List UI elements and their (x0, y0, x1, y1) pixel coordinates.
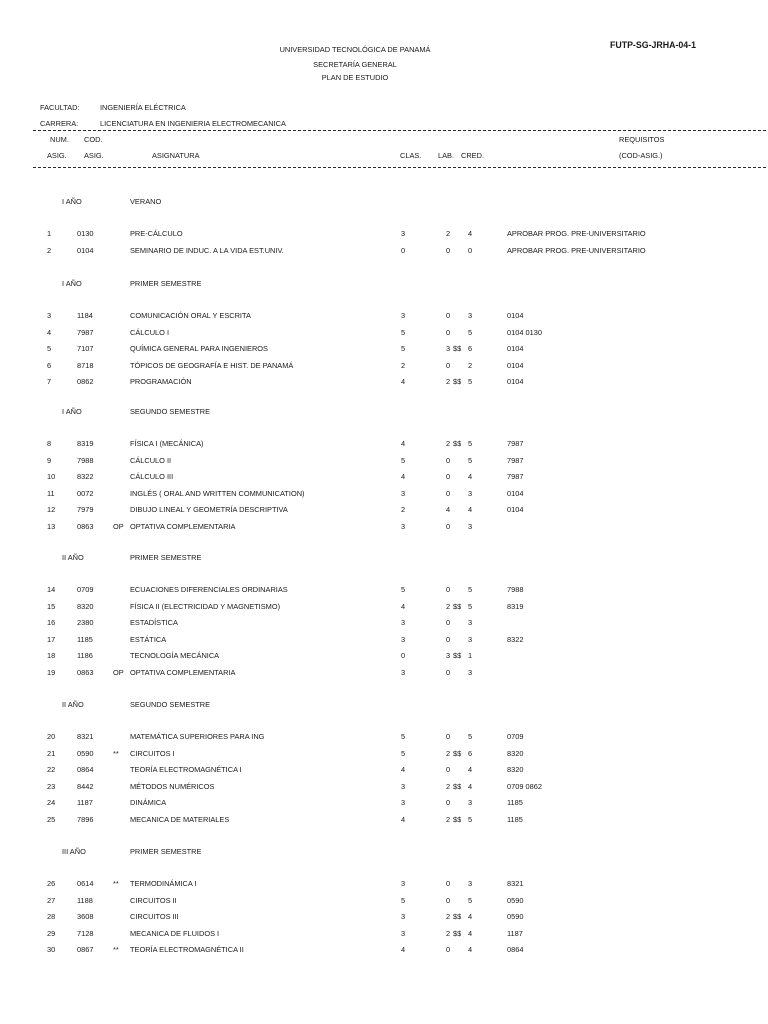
course-code: 7896 (77, 815, 94, 824)
class-hours: 5 (401, 344, 406, 354)
requisites: 1187 (507, 928, 523, 938)
class-hours: 3 (401, 618, 406, 628)
requisites: 7987 (507, 472, 524, 482)
col-cred-header: CRED. (461, 151, 484, 160)
course-number: 22 (47, 765, 56, 775)
section-header (0, 198, 768, 208)
table-row (0, 440, 768, 450)
faculty-value: INGENIERÍA ELÉCTRICA (100, 103, 186, 112)
course-name: CIRCUITOS I (130, 748, 175, 758)
lab-marker: $$ (453, 651, 462, 661)
credits: 5 (468, 815, 473, 824)
course-number: 27 (47, 895, 56, 905)
section-term: PRIMER SEMESTRE (130, 553, 202, 562)
course-code: 1184 (77, 311, 93, 320)
course-flag: ** (113, 945, 119, 955)
course-code: 1188 (77, 895, 93, 905)
course-number: 12 (47, 505, 56, 515)
credits: 3 (468, 879, 473, 888)
course-number: 24 (47, 798, 56, 808)
section-year: I AÑO (62, 279, 82, 288)
class-hours: 3 (401, 879, 406, 888)
requisites: 0590 (507, 912, 524, 922)
lab-hours: 0 (446, 522, 451, 531)
class-hours: 5 (401, 748, 406, 758)
class-hours: 0 (401, 245, 406, 255)
class-hours: 3 (401, 311, 406, 320)
course-code: 8320 (77, 601, 94, 611)
table-row (0, 897, 768, 907)
course-number: 3 (47, 311, 52, 320)
course-name: ESTÁTICA (130, 634, 167, 644)
course-code: 0864 (77, 765, 94, 775)
table-row (0, 230, 768, 240)
col-num-subheader: ASIG. (47, 151, 67, 160)
course-name: TEORÍA ELECTROMAGNÉTICA II (130, 945, 244, 955)
lab-hours: 0 (446, 245, 451, 255)
section-term: PRIMER SEMESTRE (130, 847, 202, 856)
class-hours: 5 (401, 895, 406, 905)
lab-hours: 2 (446, 912, 451, 922)
course-name: TÓPICOS DE GEOGRAFÍA E HIST. DE PANAMÁ (130, 360, 294, 370)
course-name: CIRCUITOS II (130, 895, 177, 905)
course-code: 0863 (77, 522, 94, 531)
table-row (0, 733, 768, 743)
credits: 4 (468, 781, 473, 791)
requisites: 8322 (507, 634, 524, 644)
class-hours: 4 (401, 439, 406, 448)
table-row (0, 329, 768, 339)
credits: 5 (468, 439, 473, 448)
class-hours: 4 (401, 945, 406, 955)
class-hours: 3 (401, 781, 406, 791)
course-number: 11 (47, 488, 55, 498)
class-hours: 3 (401, 229, 406, 238)
table-row (0, 362, 768, 372)
course-name: CÁLCULO III (130, 472, 174, 482)
course-flag: ** (113, 748, 119, 758)
requisites: 7987 (507, 439, 524, 448)
lab-marker: $$ (453, 748, 462, 758)
lab-hours: 0 (446, 472, 451, 482)
course-number: 19 (47, 668, 56, 677)
course-name: INGLÉS ( ORAL AND WRITTEN COMMUNICATION) (130, 488, 305, 498)
course-code: 7107 (77, 344, 94, 354)
course-name: MECANICA DE FLUIDOS I (130, 928, 220, 938)
lab-marker: $$ (453, 377, 462, 387)
requisites: 8319 (507, 601, 524, 611)
class-hours: 4 (401, 815, 406, 824)
course-name: OPTATIVA COMPLEMENTARIA (130, 522, 236, 531)
faculty-label: FACULTAD: (40, 103, 80, 112)
credits: 6 (468, 344, 473, 354)
credits: 5 (468, 601, 473, 611)
table-row (0, 946, 768, 956)
course-name: CIRCUITOS III (130, 912, 179, 922)
credits: 4 (468, 912, 473, 922)
course-name: CÁLCULO II (130, 455, 172, 465)
course-code: 1187 (77, 798, 93, 808)
document-title: PLAN DE ESTUDIO (321, 73, 389, 82)
section-year: I AÑO (62, 197, 82, 206)
course-name: ESTADÍSTICA (130, 618, 178, 628)
lab-hours: 4 (446, 505, 451, 515)
course-name: OPTATIVA COMPLEMENTARIA (130, 668, 236, 677)
university-name: UNIVERSIDAD TECNOLÓGICA DE PANAMÁ (279, 45, 431, 54)
form-code: FUTP-SG-JRHA-04-1 (609, 40, 696, 50)
career-label: CARRERA: (40, 119, 79, 128)
table-row (0, 523, 768, 533)
lab-hours: 0 (446, 798, 451, 808)
course-code: 0862 (77, 377, 94, 387)
requisites: 8321 (507, 879, 524, 888)
course-name: MÉTODOS NUMÉRICOS (130, 781, 215, 791)
col-subject-header: ASIGNATURA (152, 151, 200, 160)
class-hours: 3 (401, 912, 406, 922)
course-code: 7988 (77, 455, 94, 465)
course-code: 7979 (77, 505, 94, 515)
section-term: VERANO (130, 197, 162, 206)
course-code: 8442 (77, 781, 94, 791)
credits: 3 (468, 488, 473, 498)
section-term: SEGUNDO SEMESTRE (130, 700, 211, 709)
course-code: 0590 (77, 748, 94, 758)
lab-marker: $$ (453, 912, 462, 922)
credits: 5 (468, 585, 473, 594)
lab-hours: 0 (446, 879, 451, 888)
lab-hours: 0 (446, 327, 451, 337)
class-hours: 3 (401, 634, 406, 644)
header-divider-bottom (33, 167, 766, 168)
table-row (0, 506, 768, 516)
requisites: 0104 (507, 344, 524, 354)
section-header (0, 408, 768, 418)
course-number: 25 (47, 815, 56, 824)
lab-marker: $$ (453, 815, 462, 824)
requisites: 8320 (507, 765, 524, 775)
lab-hours: 0 (446, 668, 451, 677)
course-code: 2380 (77, 618, 94, 628)
course-code: 0072 (77, 488, 94, 498)
course-code: 7128 (77, 928, 94, 938)
course-code: 0863 (77, 668, 94, 677)
class-hours: 3 (401, 522, 406, 531)
course-number: 15 (47, 601, 56, 611)
course-flag: OP (113, 668, 124, 677)
course-number: 1 (47, 229, 52, 238)
requisites: 0104 (507, 377, 524, 387)
table-row (0, 750, 768, 760)
course-number: 26 (47, 879, 56, 888)
table-row (0, 930, 768, 940)
course-code: 8322 (77, 472, 94, 482)
lab-hours: 2 (446, 748, 451, 758)
course-flag: ** (113, 879, 119, 888)
table-row (0, 378, 768, 388)
requisites: 0590 (507, 895, 524, 905)
table-row (0, 799, 768, 809)
section-header (0, 280, 768, 290)
col-cod-header: COD. (84, 135, 103, 144)
requisites: 0864 (507, 945, 524, 955)
credits: 3 (468, 668, 473, 677)
lab-hours: 0 (446, 634, 451, 644)
lab-marker: $$ (453, 928, 462, 938)
requisites: 1185 (507, 798, 523, 808)
lab-hours: 0 (446, 765, 451, 775)
course-code: 0867 (77, 945, 94, 955)
class-hours: 3 (401, 928, 406, 938)
requisites: 1185 (507, 815, 523, 824)
credits: 5 (468, 732, 473, 741)
class-hours: 2 (401, 360, 406, 370)
class-hours: 3 (401, 488, 406, 498)
section-year: II AÑO (62, 553, 84, 562)
requisites: 0104 (507, 360, 524, 370)
table-row (0, 312, 768, 322)
class-hours: 5 (401, 732, 406, 741)
course-name: FÍSICA II (ELECTRICIDAD Y MAGNETISMO) (130, 601, 281, 611)
table-row (0, 913, 768, 923)
col-clas-header: CLAS. (400, 151, 422, 160)
course-code: 8321 (77, 732, 94, 741)
table-row (0, 345, 768, 355)
requisites: 0709 0862 (507, 781, 542, 791)
credits: 2 (468, 360, 473, 370)
table-row (0, 636, 768, 646)
course-name: DINÁMICA (130, 798, 167, 808)
credits: 3 (468, 311, 473, 320)
section-year: II AÑO (62, 700, 84, 709)
section-year: I AÑO (62, 407, 82, 416)
requisites: APROBAR PROG. PRE-UNIVERSITARIO (507, 229, 646, 238)
course-name: MATEMÁTICA SUPERIORES PARA ING (130, 732, 265, 741)
credits: 0 (468, 245, 473, 255)
table-row (0, 490, 768, 500)
table-row (0, 247, 768, 257)
course-number: 30 (47, 945, 56, 955)
col-requisites-header: REQUISITOS (619, 135, 665, 144)
course-name: COMUNICACIÓN ORAL Y ESCRITA (130, 311, 251, 320)
col-cod-subheader: ASIG. (84, 151, 104, 160)
lab-hours: 2 (446, 229, 451, 238)
requisites: 0104 (507, 488, 524, 498)
credits: 4 (468, 229, 473, 238)
requisites: 0104 0130 (507, 327, 542, 337)
section-header (0, 554, 768, 564)
course-code: 8319 (77, 439, 94, 448)
requisites: 7987 (507, 455, 524, 465)
class-hours: 5 (401, 455, 406, 465)
section-term: PRIMER SEMESTRE (130, 279, 202, 288)
lab-hours: 0 (446, 488, 451, 498)
course-number: 13 (47, 522, 56, 531)
section-header (0, 848, 768, 858)
course-name: TEORÍA ELECTROMAGNÉTICA I (130, 765, 242, 775)
lab-hours: 2 (446, 781, 451, 791)
class-hours: 4 (401, 765, 406, 775)
course-number: 21 (47, 748, 56, 758)
course-number: 7 (47, 377, 52, 387)
lab-hours: 2 (446, 928, 451, 938)
course-number: 17 (47, 634, 56, 644)
credits: 6 (468, 748, 473, 758)
class-hours: 4 (401, 377, 406, 387)
requisites: 8320 (507, 748, 524, 758)
table-row (0, 619, 768, 629)
career-value: LICENCIATURA EN INGENIERIA ELECTROMECANICA (100, 119, 286, 128)
class-hours: 3 (401, 668, 406, 677)
credits: 3 (468, 798, 473, 808)
table-row (0, 457, 768, 467)
course-code: 1185 (77, 634, 93, 644)
course-code: 0614 (77, 879, 94, 888)
class-hours: 5 (401, 585, 406, 594)
credits: 4 (468, 505, 473, 515)
table-row (0, 652, 768, 662)
table-row (0, 473, 768, 483)
credits: 5 (468, 455, 473, 465)
credits: 3 (468, 522, 473, 531)
course-number: 23 (47, 781, 56, 791)
credits: 3 (468, 634, 473, 644)
requisites: 0104 (507, 311, 524, 320)
lab-hours: 2 (446, 601, 451, 611)
course-code: 3608 (77, 912, 94, 922)
table-row (0, 766, 768, 776)
course-name: PRE-CÁLCULO (130, 229, 183, 238)
class-hours: 5 (401, 327, 406, 337)
course-number: 18 (47, 651, 56, 661)
credits: 5 (468, 895, 473, 905)
office-name: SECRETARÍA GENERAL (313, 60, 397, 69)
course-number: 28 (47, 912, 56, 922)
lab-marker: $$ (453, 344, 462, 354)
lab-hours: 0 (446, 585, 451, 594)
course-number: 14 (47, 585, 56, 594)
course-name: ECUACIONES DIFERENCIALES ORDINARIAS (130, 585, 288, 594)
lab-hours: 0 (446, 895, 451, 905)
table-row (0, 603, 768, 613)
credits: 4 (468, 928, 473, 938)
course-code: 0709 (77, 585, 94, 594)
course-name: MECANICA DE MATERIALES (130, 815, 230, 824)
table-row (0, 880, 768, 890)
lab-hours: 0 (446, 360, 451, 370)
credits: 4 (468, 765, 473, 775)
lab-hours: 0 (446, 618, 451, 628)
course-code: 1186 (77, 651, 93, 661)
lab-marker: $$ (453, 439, 462, 448)
course-number: 10 (47, 472, 56, 482)
lab-hours: 2 (446, 377, 451, 387)
course-number: 2 (47, 245, 52, 255)
lab-hours: 0 (446, 945, 451, 955)
course-name: TECNOLOGÍA MECÁNICA (130, 651, 220, 661)
credits: 5 (468, 327, 473, 337)
course-number: 20 (47, 732, 56, 741)
lab-marker: $$ (453, 781, 462, 791)
course-code: 8718 (77, 360, 94, 370)
requisites: 0104 (507, 505, 524, 515)
course-number: 9 (47, 455, 52, 465)
lab-hours: 0 (446, 455, 451, 465)
course-name: CÁLCULO I (130, 327, 170, 337)
lab-hours: 2 (446, 815, 451, 824)
class-hours: 0 (401, 651, 406, 661)
lab-hours: 3 (446, 344, 451, 354)
course-name: TERMODINÁMICA I (130, 879, 197, 888)
lab-hours: 2 (446, 439, 451, 448)
class-hours: 2 (401, 505, 406, 515)
lab-hours: 0 (446, 311, 451, 320)
table-row (0, 816, 768, 826)
credits: 3 (468, 618, 473, 628)
course-name: DIBUJO LINEAL Y GEOMETRÍA DESCRIPTIVA (130, 505, 288, 515)
section-year: III AÑO (62, 847, 86, 856)
header-divider-top (33, 130, 766, 131)
course-code: 0130 (77, 229, 94, 238)
class-hours: 3 (401, 798, 406, 808)
col-requisites-subheader: (COD-ASIG.) (619, 151, 663, 160)
table-row (0, 783, 768, 793)
class-hours: 4 (401, 601, 406, 611)
course-code: 7987 (77, 327, 94, 337)
course-number: 29 (47, 928, 56, 938)
credits: 1 (468, 651, 473, 661)
requisites: APROBAR PROG. PRE-UNIVERSITARIO (507, 245, 646, 255)
credits: 5 (468, 377, 473, 387)
course-code: 0104 (77, 245, 94, 255)
table-row (0, 669, 768, 679)
lab-marker: $$ (453, 601, 462, 611)
course-flag: OP (113, 522, 124, 531)
course-name: SEMINARIO DE INDUC. A LA VIDA EST.UNIV. (130, 245, 284, 255)
credits: 4 (468, 945, 473, 955)
course-name: FÍSICA I (MECÁNICA) (130, 439, 204, 448)
lab-hours: 0 (446, 732, 451, 741)
course-number: 8 (47, 439, 52, 448)
course-number: 4 (47, 327, 52, 337)
course-name: QUÍMICA GENERAL PARA INGENIEROS (130, 344, 268, 354)
course-number: 5 (47, 344, 52, 354)
requisites: 0709 (507, 732, 524, 741)
section-term: SEGUNDO SEMESTRE (130, 407, 211, 416)
class-hours: 4 (401, 472, 406, 482)
course-number: 16 (47, 618, 56, 628)
course-number: 6 (47, 360, 52, 370)
course-name: PROGRAMACIÓN (130, 377, 192, 387)
lab-hours: 3 (446, 651, 451, 661)
credits: 4 (468, 472, 473, 482)
section-header (0, 701, 768, 711)
col-num-header: NUM. (50, 135, 69, 144)
col-lab-header: LAB. (438, 151, 455, 160)
table-row (0, 586, 768, 596)
requisites: 7988 (507, 585, 524, 594)
